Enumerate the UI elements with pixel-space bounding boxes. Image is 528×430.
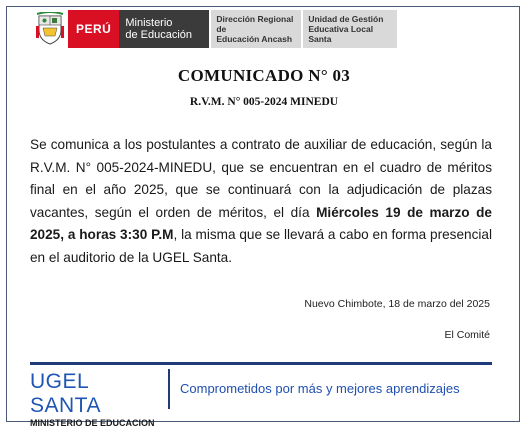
signer: El Comité <box>444 329 490 341</box>
ministry-line-2: de Educación <box>125 29 193 41</box>
brand-name: UGEL SANTA <box>30 370 101 417</box>
peru-label: PERÚ <box>68 10 119 48</box>
ugel-line-1: Unidad de Gestión <box>308 14 384 24</box>
dre-line-2: Educación Ancash <box>216 34 293 44</box>
footer-rule <box>30 362 492 365</box>
notice-body-part-1: Se comunica a los postulantes a contrato de auxiliar de educación, según la R.V.M. N° 005-2024-MINEDU, que se encuentran en el cuadro de méritos final en el año 2025, que se continuará con la adjudicación de plazas vacantes, según el orden de méritos, el día <box>30 137 492 220</box>
footer-divider <box>168 369 170 409</box>
footer-slogan: Comprometidos por más y mejores aprendizajes <box>180 381 460 396</box>
notice-body-date-time: Miércoles 19 de marzo de 2025, a horas 3:30 P.M <box>30 204 492 242</box>
footer-brand <box>30 370 160 428</box>
place-and-date: Nuevo Chimbote, 18 de marzo del 2025 <box>304 298 490 310</box>
ugel-line-2: Educativa Local Santa <box>308 24 374 44</box>
notice-body <box>30 134 492 269</box>
ugel-unit-label <box>301 10 397 48</box>
dre-line-1: Dirección Regional de <box>216 14 294 34</box>
notice-reference: R.V.M. N° 005-2024 MINEDU <box>189 96 339 108</box>
regional-directorate-label <box>209 10 301 48</box>
peru-coat-of-arms-icon <box>32 10 68 48</box>
ministry-label <box>119 10 209 48</box>
notice-body-part-2: , la misma que se llevará a cabo en forma presencial en el auditorio de la UGEL Santa. <box>30 227 493 265</box>
notice-title: COMUNICADO N° 03 <box>177 66 351 85</box>
brand-subtitle: MINISTERIO DE EDUCACION <box>30 418 155 428</box>
government-header <box>32 10 397 48</box>
ministry-line-1: Ministerio <box>125 17 173 29</box>
